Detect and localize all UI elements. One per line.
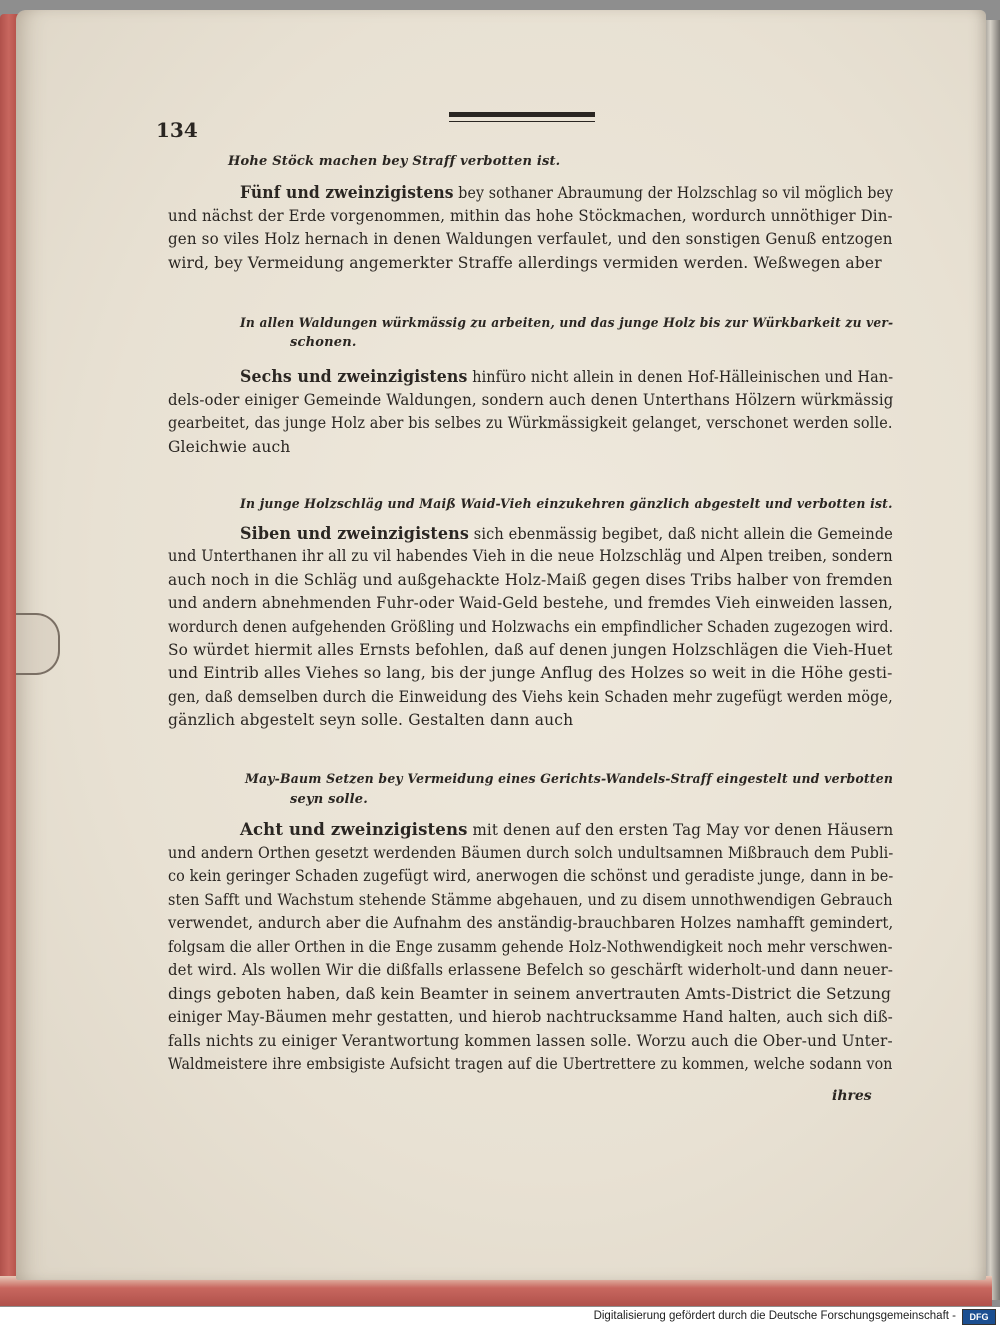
text-line bbox=[168, 1055, 893, 1073]
line-text: verwendet, andurch aber die Aufnahm des anständig-brauchbaren Holzes namhafft gemindert, bbox=[168, 914, 894, 932]
text-line bbox=[168, 711, 573, 729]
book-edge-right bbox=[984, 20, 1000, 1300]
line-text: wordurch denen aufgehenden Größling und Holzwachs ein empfindlicher Schaden zugezogen wird. bbox=[168, 617, 894, 636]
text-line bbox=[168, 230, 893, 248]
catchword: ihres bbox=[832, 1088, 872, 1104]
text-line bbox=[168, 1032, 893, 1050]
text-line bbox=[168, 938, 893, 956]
text-line bbox=[168, 891, 893, 909]
text-line bbox=[168, 688, 893, 706]
header-rule-thin bbox=[449, 121, 595, 122]
text-line bbox=[168, 641, 893, 659]
line-text: hinfüro nicht allein in denen Hof-Hälleinischen und Han- bbox=[467, 368, 894, 386]
paragraph-lead: Fünf und zweinzigistens bbox=[240, 183, 454, 203]
text-line bbox=[168, 207, 893, 225]
line-text: und nächst der Erde vorgenommen, mithin das hohe Stöckmachen, wordurch unnöthiger Din- bbox=[168, 206, 893, 225]
page-clip bbox=[16, 613, 60, 675]
text-line bbox=[168, 571, 893, 589]
paragraph-lead: Acht und zweinzigistens bbox=[240, 820, 468, 840]
line-text: gänzlich abgestelt seyn solle. Gestalten dann auch bbox=[168, 711, 574, 730]
book-edge-bottom bbox=[0, 1276, 992, 1306]
heading-maypole-line-2: seyn solle. bbox=[290, 792, 368, 807]
line-text: co kein geringer Schaden zugefügt wird, anerwogen die schönst und geradiste junge, dann in be- bbox=[168, 867, 894, 885]
line-text: gen, daß demselben durch die Einweidung des Viehs kein Schaden mehr zugefügt werden möge, bbox=[168, 687, 893, 706]
text-line bbox=[168, 594, 893, 612]
text-line bbox=[168, 547, 893, 565]
text-line bbox=[168, 618, 893, 636]
heading-high-stumps: Hohe Stöck machen bey Straff verbotten ist. bbox=[228, 154, 561, 169]
line-text: Gleichwie auch bbox=[168, 437, 291, 456]
text-line bbox=[168, 844, 893, 862]
line-text: bey sothaner Abraumung der Holzschlag so vil möglich bey bbox=[453, 184, 894, 202]
page-number: 134 bbox=[156, 118, 198, 142]
text-line bbox=[168, 414, 893, 432]
text-line bbox=[168, 961, 893, 979]
text-line bbox=[168, 254, 882, 272]
heading-workmanlike-line-1: In allen Waldungen würkmässig zu arbeiten, und das junge Holz bis zur Würkbarkeit zu ver- bbox=[240, 316, 894, 331]
line-text: Waldmeistere ihre embsigiste Aufsicht tragen auf die Ubertrettere zu kommen, welche sodann von bbox=[168, 1055, 893, 1073]
line-text: gen so viles Holz hernach in denen Waldungen verfaulet, und den sonstigen Genuß entzogen bbox=[168, 230, 893, 248]
text-line bbox=[168, 391, 893, 409]
line-text: folgsam die aller Orthen in die Enge zusamm gehende Holz-Nothwendigkeit noch mehr verschwen- bbox=[168, 937, 893, 956]
text-line bbox=[240, 183, 893, 203]
heading-maypole-line-1: May-Baum Setzen bey Vermeidung eines Gerichts-Wandels-Straff eingestelt und verbotten bbox=[245, 772, 894, 787]
line-text: und Unterthanen ihr all zu vil habendes Vieh in die neue Holzschläg und Alpen treiben, sondern bbox=[168, 547, 893, 566]
text-line bbox=[240, 524, 893, 544]
text-line bbox=[168, 438, 290, 456]
line-text: gearbeitet, das junge Holz aber bis selbes zu Würkmässigkeit gelanget, verschonet werden solle. bbox=[168, 414, 893, 432]
line-text: sich ebenmässig begibet, daß nicht allein die Gemeinde bbox=[468, 525, 893, 543]
paragraph-lead: Sechs und zweinzigistens bbox=[240, 367, 468, 387]
line-text: und andern Orthen gesetzt werdenden Bäumen durch solch undultsamnen Mißbrauch dem Publi- bbox=[168, 843, 894, 862]
paragraph-lead: Siben und zweinzigistens bbox=[240, 524, 469, 544]
line-text: und andern abnehmenden Fuhr-oder Waid-Geld bestehe, und fremdes Vieh einweiden lassen, bbox=[168, 594, 893, 613]
line-text: dels-oder einiger Gemeinde Waldungen, sondern auch denen Unterthans Hölzern würkmässig bbox=[168, 390, 894, 409]
text-line bbox=[168, 985, 891, 1003]
footer-attribution: Digitalisierung gefördert durch die Deutsche Forschungsgemeinschaft - bbox=[593, 1310, 956, 1322]
text-line bbox=[240, 367, 893, 387]
text-line bbox=[240, 820, 893, 840]
line-text: det wird. Als wollen Wir die dißfalls erlassene Befelch so geschärft widerholt-und dann neuer- bbox=[168, 961, 894, 979]
line-text: wird, bey Vermeidung angemerkter Straffe allerdings vermiden werden. Weßwegen aber bbox=[168, 253, 882, 272]
dfg-logo: DFG bbox=[962, 1309, 996, 1325]
line-text: falls nichts zu einiger Verantwortung kommen lassen solle. Worzu auch die Ober-und Unter- bbox=[168, 1031, 893, 1050]
heading-grazing-ban: In junge Holzschläg und Maiß Waid-Vieh einzukehren gänzlich abgestelt und verbotten ist. bbox=[240, 497, 893, 512]
line-text: dings geboten haben, daß kein Beamter in seinem anvertrauten Amts-District die Setzung bbox=[168, 984, 892, 1003]
header-rule-thick bbox=[449, 112, 595, 117]
line-text: auch noch in die Schläg und außgehackte Holz-Maiß gegen dises Tribs halber von fremden bbox=[168, 570, 893, 589]
line-text: mit denen auf den ersten Tag May vor denen Häusern bbox=[467, 821, 894, 839]
line-text: So würdet hiermit alles Ernsts befohlen, daß auf denen jungen Holzschlägen die Vieh-Huet bbox=[168, 641, 893, 659]
text-line bbox=[168, 1008, 893, 1026]
footer-bar bbox=[0, 1307, 1000, 1327]
line-text: sten Safft und Wachstum stehende Stämme abgehauen, und zu disem unnothwendigen Gebrauch bbox=[168, 890, 893, 909]
line-text: einiger May-Bäumen mehr gestatten, und hierob nachtrucksamme Hand halten, auch sich diß- bbox=[168, 1008, 893, 1026]
text-line bbox=[168, 664, 893, 682]
heading-workmanlike-line-2: schonen. bbox=[290, 335, 357, 350]
text-line bbox=[168, 914, 893, 932]
text-line bbox=[168, 867, 893, 885]
line-text: und Eintrib alles Viehes so lang, bis der junge Anflug des Holzes so weit in die Höhe gesti- bbox=[168, 664, 893, 683]
